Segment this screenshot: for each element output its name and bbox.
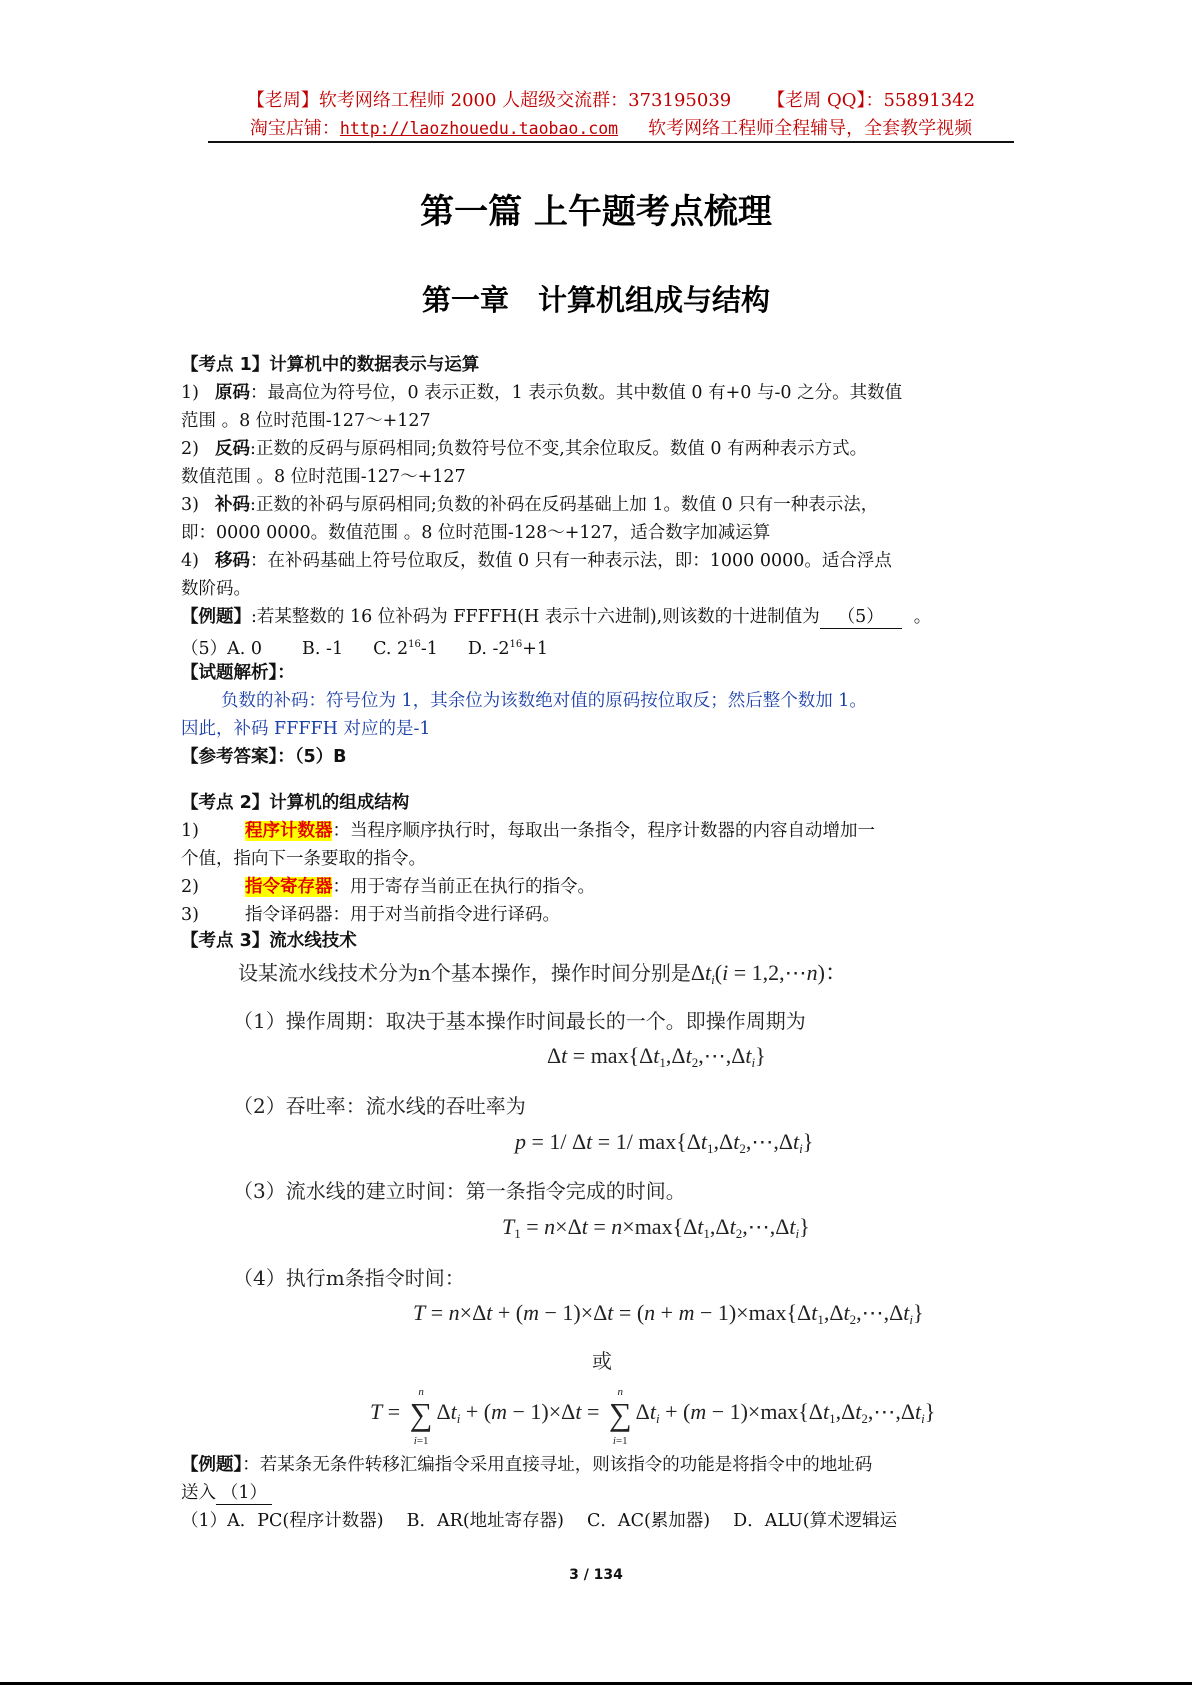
kp1-analysis-line-1: 负数的补码：符号位为 1，其余位为该数绝对值的原码按位取反；然后整个数加 1。 bbox=[221, 691, 867, 711]
kp3-heading: 【考点 3】流水线技术 bbox=[181, 931, 357, 951]
example2-text: ：若某条无条件转移汇编指令采用直接寻址，则该指令的功能是将指令中的地址码 bbox=[242, 1455, 873, 1475]
kp2-item-1-cont: 个值，指向下一条要取的指令。 bbox=[181, 849, 426, 869]
kp1-analysis-line-2: 因此，补码 FFFFH 对应的是-1 bbox=[181, 719, 431, 739]
page-number: 3 / 134 bbox=[569, 1567, 623, 1583]
example2-line-1 bbox=[181, 1454, 872, 1476]
header-shop-link[interactable]: http://laozhouedu.taobao.com bbox=[339, 119, 619, 138]
kp3-formula-4: $T = n\times\Delta t + (m - 1)\times\Delta t = (n + m - 1)\times\max\{\Delta t_1,\Delta t_2,\cdots,\Delta t_i\}$ bbox=[413, 1300, 924, 1327]
kp2-item-1-term: 程序计数器 bbox=[244, 821, 333, 841]
kp3-intro-text: 设某流水线技术分为n个基本操作，操作时间分别是 bbox=[238, 961, 691, 985]
kp1-example-text: :若某整数的 16 位补码为 FFFFH(H 表示十六进制),则该数的十进制值为 bbox=[251, 607, 820, 627]
kp1-example-end: 。 bbox=[913, 607, 932, 627]
kp1-heading: 【考点 1】计算机中的数据表示与运算 bbox=[181, 355, 480, 375]
kp1-option-a: （5）A. 0 bbox=[181, 639, 263, 659]
kp2-item-1 bbox=[181, 820, 875, 842]
kp1-item-3 bbox=[181, 494, 878, 516]
header-line-1 bbox=[208, 86, 1014, 112]
kp2-item-2 bbox=[181, 876, 595, 898]
kp3-or: 或 bbox=[592, 1349, 612, 1373]
kp1-option-d bbox=[468, 639, 548, 659]
kp2-item-1-text: ：当程序顺序执行时，每取出一条指令，程序计数器的内容自动增加一 bbox=[332, 821, 875, 841]
kp1-option-c-base: C. 2 bbox=[373, 639, 409, 659]
kp1-item-2-text: :正数的反码与原码相同;负数符号位不变,其余位取反。数值 0 有两种表示方式。 bbox=[249, 439, 868, 459]
kp1-item-4 bbox=[181, 550, 892, 572]
kp1-item-1-term: 原码 bbox=[214, 383, 250, 403]
kp1-item-2-term: 反码 bbox=[214, 439, 250, 459]
kp3-formula-3: $T_1 = n\times\Delta t$ = $n\times\max\{\Delta t_1,\Delta t_2,\cdots,\Delta t_i\}$ bbox=[502, 1214, 810, 1241]
kp3-p4: （4）执行m条指令时间： bbox=[233, 1266, 465, 1290]
kp2-item-3-num: 3) bbox=[181, 905, 199, 925]
kp2-item-2-term: 指令寄存器 bbox=[244, 877, 333, 897]
kp3-p3: （3）流水线的建立时间：第一条指令完成的时间。 bbox=[233, 1179, 686, 1203]
kp1-option-d-exp: 16 bbox=[509, 639, 523, 650]
kp1-item-1-num: 1) bbox=[181, 383, 199, 403]
kp3-formula-5: T = ∑ n i=1 $\Delta t_i + (m - 1)\times\Delta t$ = ∑ n i=1 $\Delta t_i + (m$ − $1)\times\max\{\Delta t_1,\Delta t_2,\cdots,\Delta t_i\}$ bbox=[370, 1386, 936, 1447]
kp1-item-4-term: 移码 bbox=[214, 551, 250, 571]
kp1-option-d-tail: +1 bbox=[522, 639, 549, 659]
kp1-item-3-num: 3) bbox=[181, 495, 199, 515]
kp1-item-1 bbox=[181, 382, 902, 404]
kp3-formula-1: $\Delta t = \max\{\Delta t_1,\Delta t_2,\cdots,\Delta t_i\}$ bbox=[547, 1043, 766, 1070]
kp1-answer: 【参考答案】：（5）B bbox=[181, 747, 347, 767]
kp1-example bbox=[181, 606, 931, 629]
example2-line-2 bbox=[181, 1482, 272, 1505]
kp1-example-blank: （5） bbox=[820, 606, 902, 629]
example2-blank: （1） bbox=[216, 1482, 272, 1505]
kp1-analysis-label: 【试题解析】： bbox=[181, 663, 295, 683]
kp2-item-3 bbox=[181, 904, 560, 926]
kp1-example-label: 【例题】 bbox=[181, 607, 251, 627]
kp1-item-3-text: :正数的补码与原码相同;负数的补码在反码基础上加 1。数值 0 只有一种表示法， bbox=[249, 495, 879, 515]
kp1-item-3-term: 补码 bbox=[214, 495, 250, 515]
kp3-intro-formula: $\Delta t_i(i$ = 1,2,⋯n)： bbox=[690, 960, 847, 987]
kp2-item-1-num: 1) bbox=[181, 821, 199, 841]
kp1-item-2-num: 2) bbox=[181, 439, 199, 459]
header-shop-label: 淘宝店铺： bbox=[249, 118, 340, 139]
kp1-item-4-text: ：在补码基础上符号位取反，数值 0 只有一种表示法，即：1000 0000。适合浮点 bbox=[249, 551, 892, 571]
kp1-options bbox=[181, 634, 548, 660]
header-divider bbox=[208, 141, 1014, 143]
kp3-intro bbox=[238, 956, 847, 988]
kp1-item-2-cont: 数值范围 。8 位时范围-127～+127 bbox=[181, 467, 466, 487]
kp1-item-1-text: ：最高位为符号位，0 表示正数，1 表示负数。其中数值 0 有+0 与-0 之分。其数值 bbox=[249, 383, 903, 403]
example2-label: 【例题】 bbox=[181, 1455, 243, 1475]
kp1-option-b: B. -1 bbox=[302, 639, 344, 659]
kp3-p1: （1）操作周期：取决于基本操作时间最长的一个。即操作周期为 bbox=[233, 1009, 806, 1033]
kp1-item-1-cont: 范围 。8 位时范围-127～+127 bbox=[181, 411, 431, 431]
part-title: 第一篇 上午题考点梳理 bbox=[420, 192, 772, 232]
kp1-item-4-num: 4) bbox=[181, 551, 199, 571]
kp3-formula-2: p = 1/ Δt = 1/ $\max\{\Delta t_1,\Delta t_2,\cdots,\Delta t_i\}$ bbox=[515, 1129, 814, 1156]
kp1-item-3-cont: 即：0000 0000。数值范围 。8 位时范围-128～+127，适合数字加减运算 bbox=[181, 523, 771, 543]
example2-options: （1）A．PC(程序计数器) B．AR(地址寄存器) C．AC(累加器) D．ALU(算术逻辑运 bbox=[181, 1511, 898, 1531]
header-qq-info: 【老周 QQ】：55891342 bbox=[767, 90, 976, 111]
header-slogan: 软考网络工程师全程辅导，全套教学视频 bbox=[648, 118, 973, 139]
kp3-p2: （2）吞吐率：流水线的吞吐率为 bbox=[233, 1094, 526, 1118]
kp1-option-d-base: D. -2 bbox=[467, 639, 510, 659]
kp1-option-c bbox=[373, 639, 438, 659]
header-group-info: 【老周】软考网络工程师 2000 人超级交流群：373195039 bbox=[246, 90, 732, 111]
kp1-option-c-exp: 16 bbox=[408, 639, 421, 650]
kp2-item-2-num: 2) bbox=[181, 877, 199, 897]
kp1-option-c-tail: -1 bbox=[420, 639, 438, 659]
kp2-item-3-text: 指令译码器：用于对当前指令进行译码。 bbox=[244, 905, 560, 925]
kp1-item-4-cont: 数阶码。 bbox=[181, 579, 251, 599]
kp2-item-2-text: ：用于寄存当前正在执行的指令。 bbox=[332, 877, 595, 897]
header-line-2 bbox=[208, 114, 1014, 140]
kp2-heading: 【考点 2】计算机的组成结构 bbox=[181, 793, 410, 813]
chapter-title: 第一章 计算机组成与结构 bbox=[421, 283, 770, 317]
example2-cont: 送入 bbox=[181, 1483, 216, 1503]
kp1-item-2 bbox=[181, 438, 867, 460]
